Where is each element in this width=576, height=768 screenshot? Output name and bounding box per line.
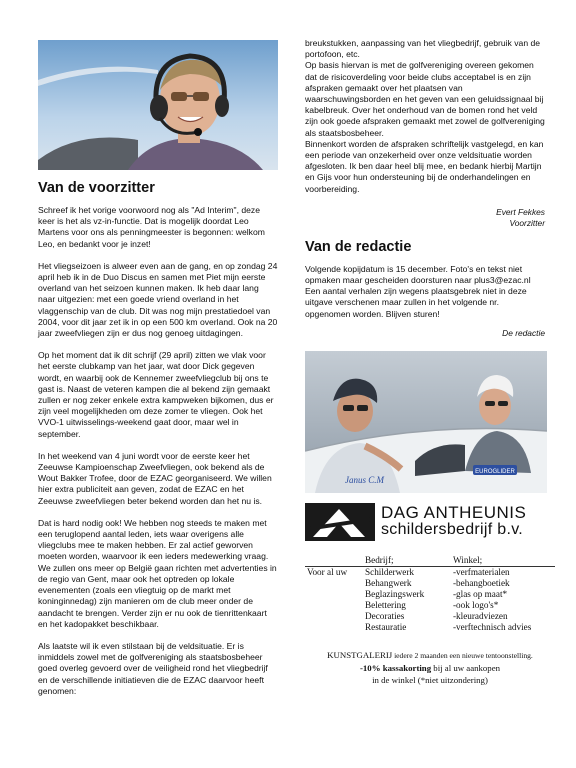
heading-van-de-redactie: Van de redactie	[305, 238, 412, 255]
table-row	[305, 600, 555, 611]
kunstgalerij-label: KUNSTGALERIJ	[327, 649, 393, 660]
chairman-photo	[38, 40, 278, 170]
chairman-photo-illustration	[38, 40, 278, 170]
row-bedrijf: Schilderwerk	[365, 566, 414, 577]
row-winkel: -glas op maat*	[453, 588, 508, 599]
ad-footer	[305, 649, 555, 686]
row-bedrijf: Behangwerk	[365, 577, 412, 588]
row-winkel: -behangboetiek	[453, 577, 510, 588]
glider-photo-illustration	[305, 351, 547, 493]
kunstgalerij-text: iedere 2 maanden een nieuwe tentoonstelling.	[392, 650, 533, 660]
paragraph-1: Schreef ik het vorige voorwoord nog als "Ad Interim", deze keer is het als vz-in-functie. Dat is mogelijk doordat Leo Martens voor ons als penningmeester is begonnen: welkom Leo, en bedankt voor je inzet!	[38, 205, 265, 249]
table-row	[305, 578, 555, 589]
company-subtitle: schildersbedrijf b.v.	[381, 520, 524, 538]
continued-text: breukstukken, aanpassing van het vliegbedrijf, gebruik van de portofoon, etc. Op basis hiervan is met de golfvereniging overeen gekomen dat de risicoverdeling voor beide clubs acceptabel is en zijn afspraken gemaakt over het plaatsen van waarschuwingsborden en het geven van een geluidssignaal bij kabelbreuk. Over het onderhoud van de bomen rond het veld zijn ook goede afspraken gemaakt met zowel de golfvereniging als staatsbosbeheer. Binnenkort worden de afspraken schriftelijk vastgelegd, en kan een periode van onzekerheid over onze veldsituatie worden afgesloten. Ik ben daar heel blij mee, en bedank hierbij Martijn en Gijs voor hun ondersteuning bij de onderhandelingen en voorbereiding.	[305, 38, 545, 194]
company-name: DAG ANTHEUNIS	[381, 502, 527, 522]
table-row	[305, 611, 555, 622]
glider-name-text: Janus C.M	[345, 474, 384, 485]
row-bedrijf: Decoraties	[365, 610, 405, 621]
heading-van-de-voorzitter: Van de voorzitter	[38, 180, 155, 196]
ad-footer-line-1	[305, 649, 555, 662]
row-label: Voor al uw	[307, 566, 348, 577]
paragraph-4: In het weekend van 4 juni wordt voor de eerste keer het Zeeuwse Kampioenschap Zweefvliegen, ook bekend als de Wout Bakker Trofee, door de EZAC georganiseerd. We willen hier extra publiciteit aan geven, zodat de EZAC en het Zeeuwse zweefvliegen beter bekend worden dan het nu is.	[38, 450, 272, 506]
paragraph-3: Op het moment dat ik dit schrijf (29 april) zitten we vlak voor het eerste clubkamp van het jaar, wat door Dick gegeven wordt, en waarbij ook de Kennemer zweefvliegclub bij ons te gast is. Naast de veteren kampen die al bekend zijn gemaakt zullen er nog zeker enkele extra kampweken bijkomen, dus er zijn veel mogelijkheden om deze zomer te vliegen. Ook het VVO-1 uitwisselings-weekend gaat door, maar wel in september.	[38, 350, 274, 439]
paragraph-5: Dat is hard nodig ook! We hebben nog steeds te maken met een teruglopend aantal leden, iets waar overigens alle vliegclubs mee te maken hebben. Er zal actief geworven moeten worden, waarvoor ik een ieders medewerking vraag. We zullen ons meer op België gaan richten met advertenties in de regio van Gent, maar ook het optreden op lokale evenementen (zoals een vliegtuig op de markt met koninginnedag) zijn manieren om de club meer onder de aandacht te brengen. Verder zijn er nu ook de tienrittenkaart en het kadopakket beschikbaar.	[38, 517, 277, 629]
logo-triangle-icon	[305, 503, 375, 541]
redactie-signature: De redactie	[502, 327, 545, 338]
row-winkel: -verftechnisch advies	[453, 621, 532, 632]
company-logo	[305, 503, 545, 543]
ad-footer-line-3: in de winkel (*niet uitzondering)	[372, 674, 488, 685]
services-header	[305, 555, 555, 567]
row-bedrijf: Belettering	[365, 599, 406, 610]
signature-role: Voorzitter	[509, 217, 545, 228]
discount-label: -10% kassakorting	[359, 662, 432, 673]
company-logo-mark	[305, 503, 375, 541]
discount-text: bij al uw aankopen	[431, 662, 500, 673]
header-bedrijf: Bedrijf;	[365, 554, 394, 565]
header-winkel: Winkel;	[453, 554, 483, 565]
row-winkel: -ook logo's*	[453, 599, 499, 610]
glider-sticker-text: EUROGLIDER	[475, 468, 515, 475]
signature-name: Evert Fekkes	[496, 206, 545, 217]
redactie-text: Volgende kopijdatum is 15 december. Foto's en tekst niet opmaken maar gescheiden doorsturen naar plus3@ezac.nl Een aantal verhalen zijn wegens plaatsgebrek niet in deze uitgave verschenen maar zullen in het volgende nr. opgenomen worden. Blijven sturen!	[305, 263, 531, 319]
left-column	[38, 40, 278, 697]
row-bedrijf: Restauratie	[365, 621, 407, 632]
paragraph-6: Als laatste wil ik even stilstaan bij de veldsituatie. Er is inmiddels zowel met de golfvereniging als staatsbosbeheer goed overleg gevoerd over de veiligheid rond het vliegbedrijf en de verschillende initiatieven die de EZAC daarvoor heeft genomen:	[38, 640, 268, 696]
row-winkel: -kleuradviezen	[453, 610, 508, 621]
row-bedrijf: Beglazingswerk	[365, 588, 425, 599]
ad-footer-line-2	[305, 662, 555, 674]
table-row	[305, 589, 555, 600]
paragraph-2: Het vliegseizoen is alweer even aan de gang, en op zondag 24 april heb ik in de Duo Discus en samen met Piet mijn eerste overland van het seizoen kunnen maken. Ik heb daar lang naar uitgezien: met een goede vriend overland in het vlaggenschip van de club. Dit was nog mijn prestatiedoel van 2004, voor dit jaar zet ik in op een 500 km overland. Ook na 20 jaar zweefvliegen zijn er dus nog genoeg uitdagingen.	[38, 260, 278, 339]
glider-photo	[305, 351, 547, 493]
table-row	[305, 567, 555, 578]
table-row	[305, 622, 555, 633]
services-table	[305, 555, 555, 633]
right-column	[305, 38, 545, 686]
row-winkel: -verfmaterialen	[453, 566, 510, 577]
